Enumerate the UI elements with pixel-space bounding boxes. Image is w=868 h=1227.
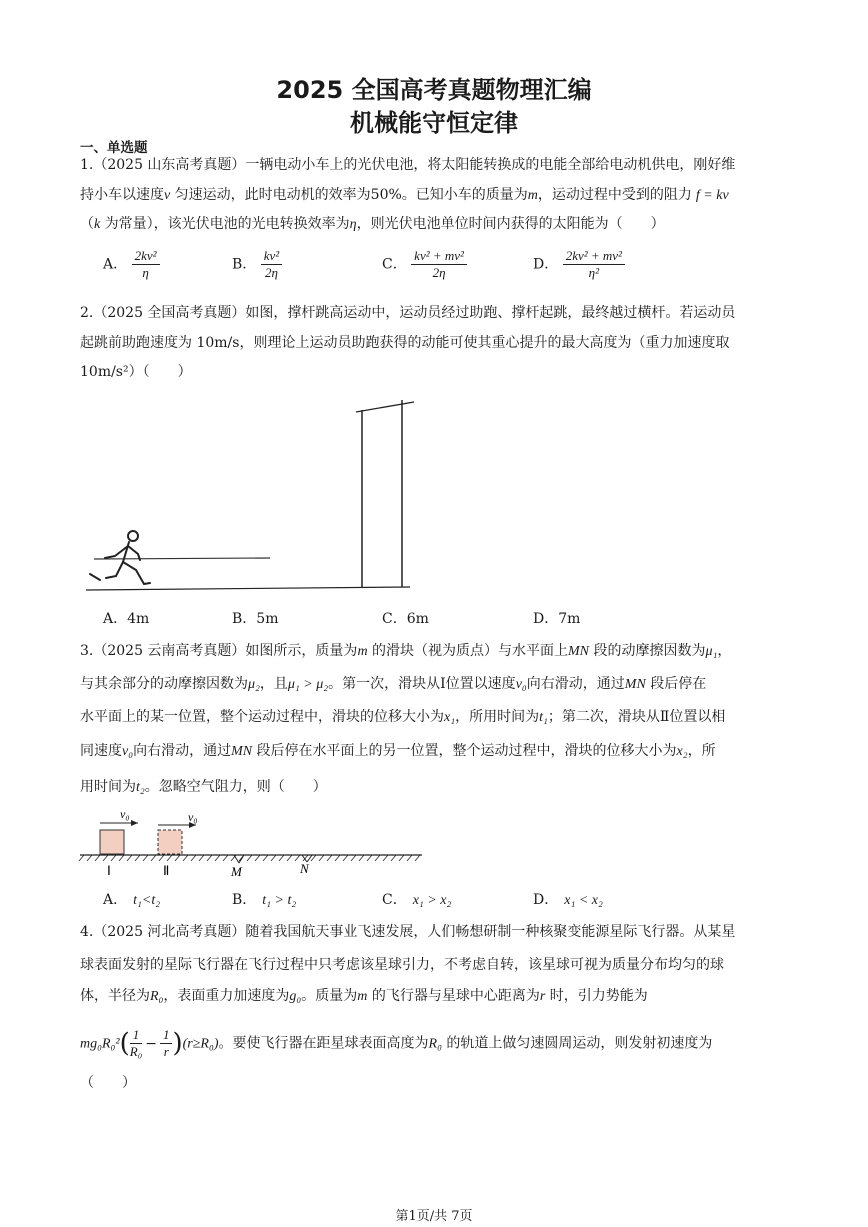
- option-label: A．: [103, 256, 128, 273]
- q1-line-2: [80, 185, 792, 206]
- q2-line-2: 起跳前助跑速度为 10m/s，则理论上运动员助跑获得的动能可使其重心提升的最大高度为（重力加速度取: [80, 335, 730, 351]
- fig-label-2: Ⅱ: [163, 863, 170, 878]
- hatch-mark: [215, 855, 220, 861]
- crossbar: [356, 402, 414, 412]
- pole-vault-figure: [80, 390, 420, 600]
- q4-fraction-2: [160, 1027, 173, 1060]
- q2-line-1: 2.（2025 全国高考真题）如图，撑杆跳高运动中，运动员经过助跑、撑杆起跳，最终越过横杆。若运动员: [80, 305, 736, 321]
- q3-option-a[interactable]: [103, 890, 160, 911]
- vault-pole: [94, 558, 270, 559]
- page-footer: 第1页/共 7页: [395, 1209, 473, 1224]
- hatch-mark: [143, 855, 148, 861]
- q4-var-m: m: [357, 989, 368, 1004]
- block-position-2: [158, 830, 182, 854]
- q3-text: ；第二次，滑块从Ⅱ位置以相: [547, 709, 726, 725]
- fig-v0-label-2: v₀: [188, 810, 198, 824]
- option-text: t₁<t₂: [133, 893, 161, 908]
- q3-option-b[interactable]: [232, 890, 296, 911]
- denominator: R₀: [129, 1044, 143, 1059]
- hatch-mark: [183, 855, 188, 861]
- fig-label-n: N: [300, 861, 309, 876]
- hatch-mark: [135, 855, 140, 861]
- q3-line-5: [80, 777, 792, 798]
- option-text: x₁ > x₂: [412, 893, 452, 908]
- q4-var-r0: R₀: [428, 1036, 442, 1052]
- hatch-mark: [375, 855, 380, 861]
- q3-option-c[interactable]: [382, 890, 451, 911]
- block-position-1: [100, 830, 124, 854]
- q3-line-1: [80, 641, 792, 662]
- denominator: 2η: [432, 265, 446, 280]
- numerator: kv² + mv²: [411, 248, 467, 265]
- q3-var-mu2: μ₂: [248, 677, 260, 692]
- q1-line-3: [80, 214, 792, 235]
- q4-formula-prefix: mg₀R₀²: [80, 1036, 120, 1052]
- hatch-mark: [399, 855, 404, 861]
- page-subtitle: 机械能守恒定律: [350, 109, 518, 137]
- q3-text: ，: [717, 643, 732, 659]
- paren-close: ): [172, 1028, 183, 1059]
- numerator: 1: [130, 1027, 143, 1044]
- q2-option-c[interactable]: C．6m: [382, 611, 429, 627]
- hatch-mark: [175, 855, 180, 861]
- paren-open: (: [119, 1028, 130, 1059]
- q3-text: ，所: [687, 743, 716, 759]
- hatch-mark: [103, 855, 108, 861]
- page-title: 2025 全国高考真题物理汇编: [276, 76, 592, 104]
- option-label: B．: [232, 256, 257, 273]
- q4-line-4: [80, 1027, 792, 1060]
- q3-line-3: [80, 707, 792, 728]
- q2-option-b[interactable]: B．5m: [232, 611, 279, 627]
- q3-text: 段后停在: [645, 676, 707, 692]
- option-label: B．: [232, 892, 257, 908]
- q3-var-m: m: [357, 644, 368, 659]
- surface-hatching: [79, 855, 420, 861]
- q4-text: 。质量为: [301, 988, 358, 1004]
- hatch-mark: [159, 855, 164, 861]
- section-heading: 一、单选题: [80, 140, 148, 156]
- q3-text: 。忽略空气阻力，则（ ）: [144, 779, 327, 795]
- q1-option-a-fraction: [132, 248, 160, 281]
- q4-fraction-1: [130, 1027, 143, 1060]
- hatch-mark: [95, 855, 100, 861]
- q2-line-3: 10m/s²）（ ）: [80, 364, 192, 380]
- q1-option-d[interactable]: [533, 248, 625, 281]
- denominator: 2η: [264, 265, 278, 280]
- hatch-mark: [415, 855, 420, 861]
- q3-var-mn: MN: [568, 644, 590, 659]
- q3-var-t1: t₁: [539, 710, 548, 725]
- q4-var-r0: R₀: [150, 989, 164, 1004]
- q3-var-mu1: μ₁: [705, 644, 718, 659]
- hatch-mark: [327, 855, 332, 861]
- option-label: D．: [533, 892, 559, 908]
- hatch-mark: [127, 855, 132, 861]
- hatch-mark: [167, 855, 172, 861]
- q1-var-m: m: [527, 188, 538, 203]
- q1-text: （: [80, 216, 94, 232]
- q3-text: 向右滑动，通过: [133, 743, 232, 759]
- hatch-mark: [335, 855, 340, 861]
- q4-text: 的飞行器与星球中心距离为: [367, 988, 540, 1004]
- hatch-mark: [391, 855, 396, 861]
- runner-leg-front: [123, 562, 150, 584]
- numerator: 2kv²: [132, 248, 160, 265]
- q3-var-mn: MN: [624, 677, 646, 692]
- q1-var-k: k: [94, 217, 101, 232]
- q1-option-d-fraction: [563, 248, 625, 281]
- hatch-mark: [111, 855, 116, 861]
- q3-var-inequality: μ₁ > μ₂: [287, 677, 329, 692]
- q1-option-c[interactable]: [382, 248, 467, 281]
- hatch-mark: [383, 855, 388, 861]
- q3-var-v0: v₀: [122, 744, 134, 759]
- q4-text: 体，半径为: [80, 988, 150, 1004]
- q4-var-g0: g₀: [289, 989, 302, 1004]
- runner-foot: [90, 574, 100, 580]
- option-label: A．: [103, 892, 128, 908]
- minus-sign: −: [145, 1035, 157, 1052]
- q1-text: ，运动过程中受到的阻力: [537, 187, 692, 203]
- q3-text: 段的动摩擦因数为: [589, 643, 706, 659]
- q1-option-a[interactable]: [103, 248, 160, 281]
- hatch-mark: [231, 855, 236, 861]
- hatch-mark: [199, 855, 204, 861]
- q3-text: 的滑块（视为质点）与水平面上: [367, 643, 569, 659]
- option-label: C．: [382, 256, 407, 273]
- hatch-mark: [319, 855, 324, 861]
- q3-var-x2: x₂: [676, 744, 688, 759]
- q4-var-r: r: [539, 989, 546, 1004]
- q1-option-b-fraction: [261, 248, 282, 281]
- hatch-mark: [287, 855, 292, 861]
- q1-text: 持小车以速度: [80, 187, 164, 203]
- hatch-mark: [263, 855, 268, 861]
- q1-option-c-fraction: [411, 248, 467, 281]
- q1-text: 为常量），该光伏电池的光电转换效率为: [100, 216, 350, 232]
- q1-var-eta: η: [349, 217, 357, 232]
- q4-text: 的轨道上做匀速圆周运动，则发射初速度为: [441, 1035, 713, 1052]
- q3-line-2: [80, 674, 792, 695]
- q2-option-a[interactable]: A．4m: [103, 611, 150, 627]
- slider-figure: [78, 805, 428, 880]
- runner-head: [128, 531, 138, 541]
- q4-formula-condition: (r≥R₀): [182, 1036, 219, 1052]
- q1-text: ，则光伏电池单位时间内获得的太阳能为（ ）: [356, 216, 665, 232]
- hatch-mark: [367, 855, 372, 861]
- q4-line-3: [80, 986, 792, 1007]
- q1-option-b[interactable]: [232, 248, 282, 281]
- q3-text: 水平面上的某一位置，整个运动过程中，滑块的位移大小为: [80, 709, 444, 725]
- runner-arm-front: [128, 546, 140, 560]
- option-label: D．: [533, 256, 559, 273]
- denominator: η: [142, 265, 149, 280]
- q3-var-v0: v₀: [515, 677, 527, 692]
- hatch-mark: [247, 855, 252, 861]
- fig-arrowhead-1: [131, 820, 138, 826]
- q4-line-5: （ ）: [80, 1075, 136, 1091]
- q1-text: 匀速运动，此时电动机的效率为50%。已知小车的质量为: [170, 187, 528, 203]
- q3-text: 同速度: [80, 743, 122, 759]
- hatch-mark: [79, 855, 84, 861]
- q1-var-v: v: [164, 188, 171, 203]
- q3-option-d[interactable]: [533, 890, 603, 911]
- option-text: x₁ < x₂: [564, 893, 603, 908]
- q4-text: ，表面重力加速度为: [163, 988, 290, 1004]
- q3-text: 与其余部分的动摩擦因数为: [80, 676, 248, 692]
- q3-var-mn: MN: [231, 744, 253, 759]
- hatch-mark: [223, 855, 228, 861]
- q3-text: 向右滑动，通过: [526, 676, 625, 692]
- numerator: 1: [160, 1027, 173, 1044]
- hatch-mark: [343, 855, 348, 861]
- numerator: 2kv² + mv²: [563, 248, 625, 265]
- q3-line-4: [80, 741, 792, 762]
- q3-var-t2: t₂: [136, 780, 145, 795]
- q4-line-2: 球表面发射的星际飞行器在飞行过程中只考虑该星球引力，不考虑自转，该星球可视为质量分布均匀的球: [80, 957, 724, 973]
- q3-text: ，所用时间为: [455, 709, 540, 725]
- hatch-mark: [271, 855, 276, 861]
- denominator: r: [163, 1044, 169, 1059]
- hatch-mark: [255, 855, 260, 861]
- q1-var-f: f = kv: [695, 188, 729, 203]
- q1-line-1: 1.（2025 山东高考真题）一辆电动小车上的光伏电池，将太阳能转换成的电能全部给电动机供电，刚好维: [80, 157, 736, 173]
- option-text: t₁ > t₂: [262, 893, 297, 908]
- hatch-mark: [407, 855, 412, 861]
- fig-label-1: Ⅰ: [107, 863, 111, 878]
- q3-text: ，且: [259, 676, 288, 692]
- q3-text: 用时间为: [80, 779, 136, 795]
- hatch-mark: [151, 855, 156, 861]
- hatch-mark: [351, 855, 356, 861]
- q4-text: 。要使飞行器在距星球表面高度为: [218, 1035, 429, 1052]
- fig-v0-label-1: v₀: [120, 807, 130, 821]
- q3-text: 段后停在水平面上的另一位置，整个运动过程中，滑块的位移大小为: [252, 743, 677, 759]
- q3-text: 。第一次，滑块从Ⅰ位置以速度: [328, 676, 516, 692]
- q3-var-x1: x₁: [444, 710, 456, 725]
- q3-text: 3.（2025 云南高考真题）如图所示，质量为: [80, 643, 358, 659]
- hatch-mark: [87, 855, 92, 861]
- q4-line-1: 4.（2025 河北高考真题）随着我国航天事业飞速发展，人们畅想研制一种核聚变能源星际飞行器。从某星: [80, 924, 736, 940]
- hatch-mark: [207, 855, 212, 861]
- numerator: kv²: [261, 248, 282, 265]
- hatch-mark: [191, 855, 196, 861]
- q4-text: 时，引力势能为: [545, 988, 648, 1004]
- hatch-mark: [119, 855, 124, 861]
- denominator: η²: [588, 265, 599, 280]
- q2-option-d[interactable]: D．7m: [533, 611, 581, 627]
- hatch-mark: [359, 855, 364, 861]
- runner-figure: [90, 531, 150, 584]
- hatch-mark: [279, 855, 284, 861]
- option-label: C．: [382, 892, 407, 908]
- fig-label-m: M: [231, 864, 242, 879]
